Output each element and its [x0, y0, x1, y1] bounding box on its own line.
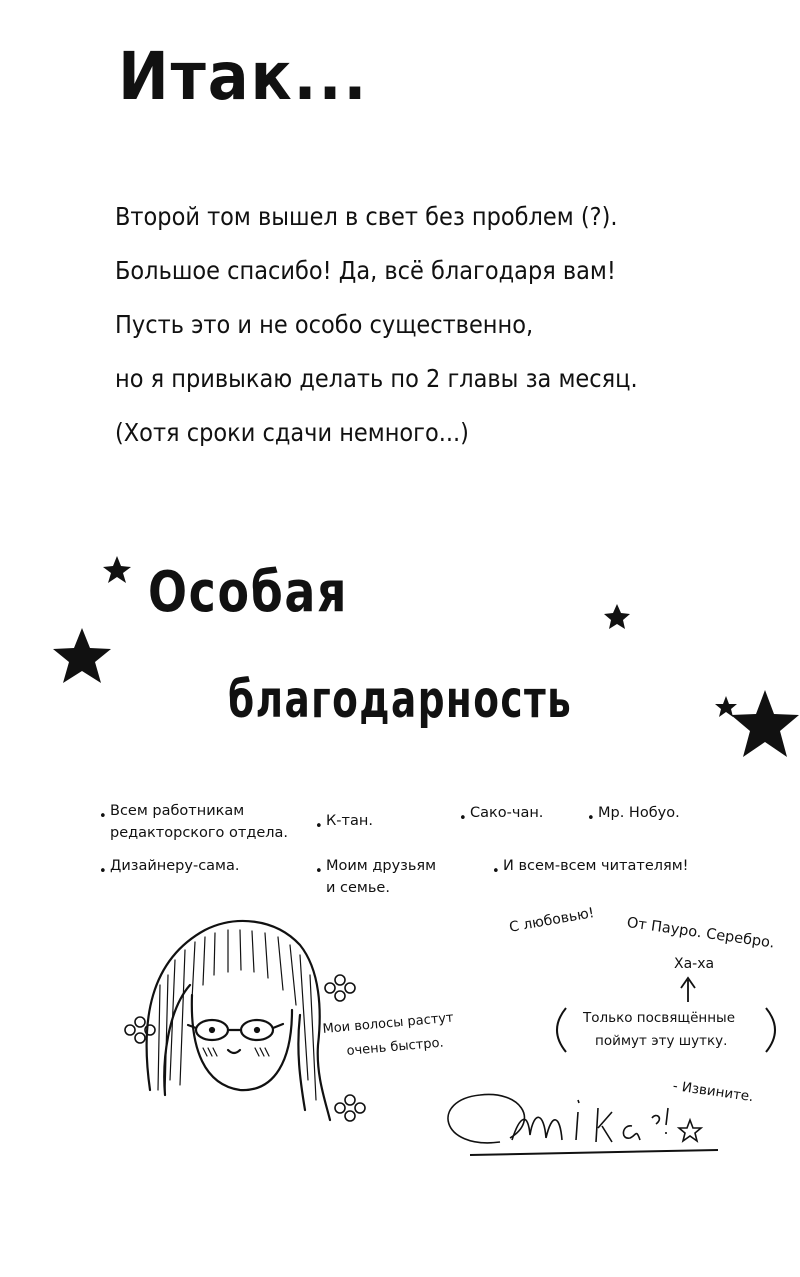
thanks-item-staff [110, 800, 288, 844]
flower-icon [325, 975, 355, 1001]
thanks-sako: • Сако-чан. [470, 805, 544, 821]
flower-icon [125, 1017, 155, 1043]
intro-line: Пусть это и не особо существенно, [115, 310, 534, 339]
arrow-up-icon [681, 978, 695, 1002]
star-icon [53, 628, 111, 683]
portrait-drawing [147, 921, 330, 1120]
thanks-item-readers [503, 855, 688, 877]
note-hair-line2: очень быстро. [346, 1035, 445, 1059]
note-joke-line2: поймут эту шутку. [595, 1033, 728, 1049]
star-icon [715, 696, 737, 717]
intro-line: но я привыкаю делать по 2 главы за месяц. [115, 364, 638, 393]
thanks-item-friends [326, 855, 436, 899]
star-icon [103, 556, 131, 583]
thanks-readers: • И всем-всем читателям! [503, 858, 689, 874]
intro-line: Большое спасибо! Да, всё благодаря вам! [115, 256, 616, 285]
right-paren [766, 1008, 775, 1052]
signature-drawing [448, 1094, 718, 1155]
flower-icon [335, 1095, 365, 1121]
page-title: Итак... [118, 38, 369, 115]
thanks-designer: • Дизайнеру-сама. [110, 858, 240, 874]
thanks-item-sako [470, 802, 543, 824]
note-with-love: С любовью! [508, 905, 596, 936]
star-icon [604, 604, 630, 629]
thanks-friends-line1: • Моим друзьям [326, 858, 437, 874]
thanks-item-nobuo [598, 802, 680, 824]
thanks-item-designer [110, 855, 239, 877]
thanks-staff-line2: редакторского отдела. [110, 825, 289, 841]
intro-line: (Хотя сроки сдачи немного...) [115, 418, 469, 447]
thanks-staff-line1: • Всем работникам [110, 803, 245, 819]
thanks-nobuo: • Мр. Нобуо. [598, 805, 680, 821]
star-icon [731, 690, 799, 757]
thanks-friends-line2: и семье. [326, 880, 390, 896]
note-hair-line1: Мои волосы растут [322, 1010, 455, 1037]
thanks-item-k-tan [326, 810, 373, 832]
left-paren [557, 1008, 566, 1052]
note-from: От Пауро. Серебро. [625, 915, 776, 952]
intro-line: Второй том вышел в свет без проблем (?). [115, 202, 618, 231]
note-joke-line1: Только посвящённые [583, 1010, 736, 1026]
note-haha: Ха-ха [674, 956, 715, 972]
note-sorry: - Извините. [671, 1078, 755, 1106]
thanks-heading-1: Особая [148, 560, 349, 625]
thanks-heading-2: благодарность [228, 670, 573, 730]
thanks-k-tan: • К-тан. [326, 813, 373, 829]
